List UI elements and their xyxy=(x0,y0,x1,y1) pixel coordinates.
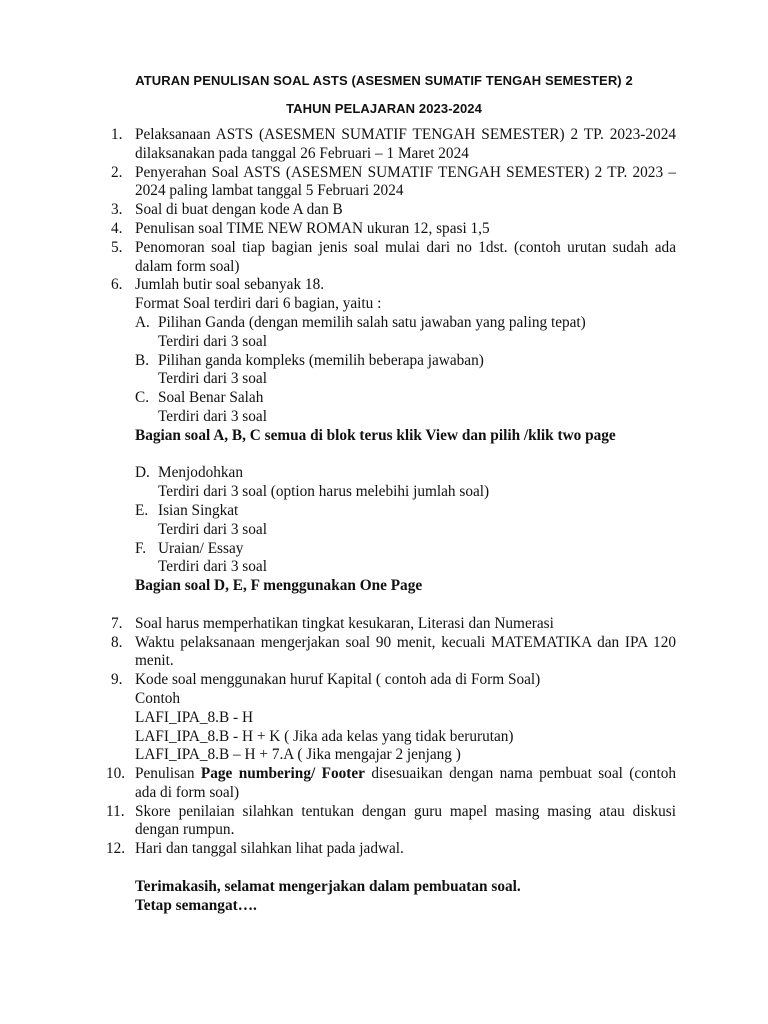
rule-number: 3. xyxy=(111,201,123,219)
rule-text: Penyerahan Soal ASTS (ASESMEN SUMATIF TENGAH SEMESTER) 2 TP. 2023 – 2024 paling lambat tanggal 5 Februari 2024 xyxy=(135,163,676,200)
rule-item-4 xyxy=(0,220,676,239)
format-part-f xyxy=(0,540,676,559)
rule-number: 11. xyxy=(106,802,125,820)
spacer xyxy=(0,596,768,615)
part-name: Uraian/ Essay xyxy=(158,539,244,557)
part-detail: Terdiri dari 3 soal xyxy=(158,332,267,350)
rules-list xyxy=(0,126,768,915)
rule-item-11 xyxy=(0,803,676,841)
part-detail: Terdiri dari 3 soal (option harus melebihi jumlah soal) xyxy=(158,483,490,501)
rule-text-part: disesuaikan dengan nama pembuat soal (contoh ada di form soal) xyxy=(135,765,676,801)
rule-item-12 xyxy=(0,840,676,859)
format-part-a xyxy=(0,314,676,333)
rule-text: Soal di buat dengan kode A dan B xyxy=(135,201,343,219)
examples-label: Contoh xyxy=(135,689,181,707)
rule-number: 10. xyxy=(106,765,126,783)
format-part-e xyxy=(0,502,676,521)
rule-number: 8. xyxy=(111,633,123,651)
rule-number: 2. xyxy=(111,163,123,181)
rule-number: 5. xyxy=(111,238,123,256)
format-part-b xyxy=(0,352,676,371)
rule-item-7 xyxy=(0,615,676,634)
part-name: Menjodohkan xyxy=(158,464,243,482)
part-letter: B. xyxy=(135,351,150,369)
rule-text: Skore penilaian silahkan tentukan dengan guru mapel masing masing atau diskusi dengan rumpun. xyxy=(135,802,676,839)
rule-item-6 xyxy=(0,276,676,295)
spacer xyxy=(0,859,768,878)
format-intro: Format Soal terdiri dari 6 bagian, yaitu : xyxy=(135,295,382,313)
part-detail: Terdiri dari 3 soal xyxy=(158,407,267,425)
rule-text-bold: Page numbering/ Footer xyxy=(200,765,365,783)
rule-item-3 xyxy=(0,201,676,220)
rule-item-1 xyxy=(0,126,676,164)
spacer xyxy=(0,446,768,465)
rule-text: Penomoran soal tiap bagian jenis soal mulai dari no 1dst. (contoh urutan sudah ada dalam form soal) xyxy=(135,238,676,275)
rule-item-5 xyxy=(0,239,676,277)
rule-number: 12. xyxy=(106,840,126,858)
rule-item-8 xyxy=(0,634,676,672)
rule-item-9 xyxy=(0,671,676,690)
part-name: Soal Benar Salah xyxy=(158,389,264,407)
rule-item-2 xyxy=(0,164,676,202)
part-letter: F. xyxy=(135,539,147,557)
part-name: Pilihan ganda kompleks (memilih beberapa jawaban) xyxy=(158,351,484,369)
part-name: Pilihan Ganda (dengan memilih salah satu jawaban yang paling tepat) xyxy=(158,313,586,331)
rule-number: 6. xyxy=(111,276,123,294)
part-letter: A. xyxy=(135,313,150,331)
rule-number: 9. xyxy=(111,671,123,689)
rule-text: Soal harus memperhatikan tingkat kesukaran, Literasi dan Numerasi xyxy=(135,614,554,632)
part-detail: Terdiri dari 3 soal xyxy=(158,520,267,538)
rule-text: Hari dan tanggal silahkan lihat pada jadwal. xyxy=(135,840,404,858)
rule-number: 1. xyxy=(111,126,123,143)
document-title-line-1: ATURAN PENULISAN SOAL ASTS (ASESMEN SUMATIF TENGAH SEMESTER) 2 xyxy=(135,73,633,88)
document-title-line-2: TAHUN PELAJARAN 2023-2024 xyxy=(286,101,482,116)
part-detail: Terdiri dari 3 soal xyxy=(158,370,267,388)
rule-text: Waktu pelaksanaan mengerjakan soal 90 menit, kecuali MATEMATIKA dan IPA 120 menit. xyxy=(135,633,676,670)
rule-text: Penulisan soal TIME NEW ROMAN ukuran 12, spasi 1,5 xyxy=(135,219,490,237)
note-abc: Bagian soal A, B, C semua di blok terus klik View dan pilih /klik two page xyxy=(135,426,616,444)
example-code-1: LAFI_IPA_8.B - H xyxy=(135,708,253,726)
rule-item-10 xyxy=(0,765,676,803)
part-letter: D. xyxy=(135,464,150,482)
closing-motivation: Tetap semangat…. xyxy=(135,896,257,914)
rule-number: 4. xyxy=(111,219,123,237)
example-code-2: LAFI_IPA_8.B - H + K ( Jika ada kelas yang tidak berurutan) xyxy=(135,727,514,745)
part-letter: C. xyxy=(135,389,150,407)
rule-text: Jumlah butir soal sebanyak 18. xyxy=(135,276,325,294)
closing-thanks: Terimakasih, selamat mengerjakan dalam pembuatan soal. xyxy=(135,877,521,895)
rule-text: Pelaksanaan ASTS (ASESMEN SUMATIF TENGAH SEMESTER) 2 TP. 2023-2024 dilaksanakan pada tanggal 26 Februari – 1 Maret 2024 xyxy=(135,126,676,162)
rule-text: Kode soal menggunakan huruf Kapital ( contoh ada di Form Soal) xyxy=(135,671,541,689)
note-def: Bagian soal D, E, F menggunakan One Page xyxy=(135,577,423,595)
rule-number: 7. xyxy=(111,614,123,632)
format-part-c xyxy=(0,389,676,408)
part-detail: Terdiri dari 3 soal xyxy=(158,558,267,576)
part-name: Isian Singkat xyxy=(158,501,239,519)
part-letter: E. xyxy=(135,501,149,519)
rule-text-part: Penulisan xyxy=(135,765,201,783)
example-code-3: LAFI_IPA_8.B – H + 7.A ( Jika mengajar 2 jenjang ) xyxy=(135,746,461,764)
format-part-d xyxy=(0,464,676,483)
